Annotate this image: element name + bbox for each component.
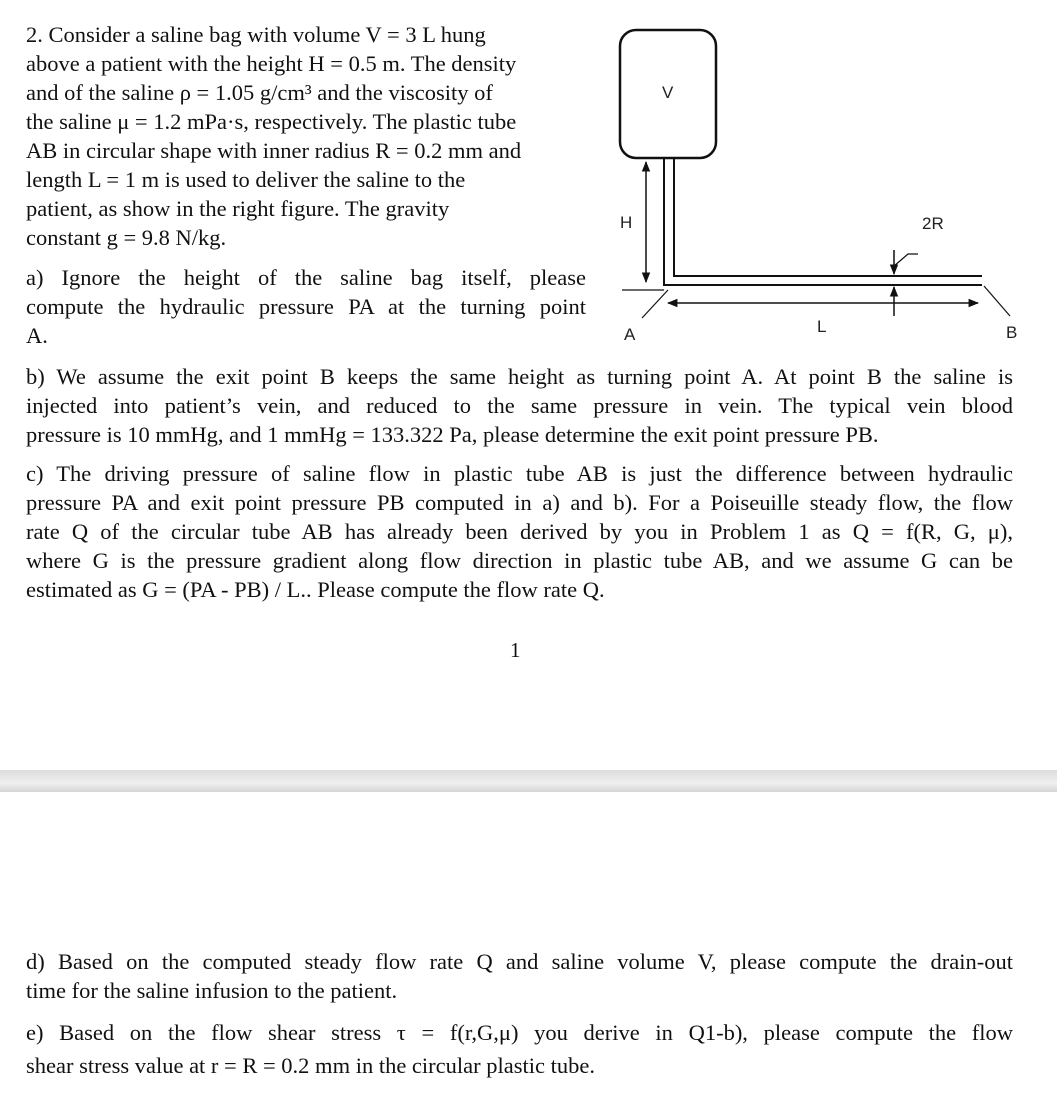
part-c-line: c) The driving pressure of saline flow in plastic tube AB is just the difference between hydraulic: [26, 461, 1013, 486]
part-c: [26, 459, 1013, 604]
part-a-line: a) Ignore the height of the saline bag itself, please: [26, 265, 586, 290]
part-a: [26, 263, 586, 350]
label-l: L: [817, 317, 827, 336]
problem-intro: [26, 20, 586, 252]
part-a-line: A.: [26, 323, 48, 348]
intro-line: constant g = 9.8 N/kg.: [26, 225, 227, 250]
part-c-line: estimated as G = (PA - PB) / L.. Please compute the flow rate Q.: [26, 577, 605, 602]
radius-leader: [894, 254, 918, 266]
intro-line: 2. Consider a saline bag with volume V = 3 L hung: [26, 22, 486, 47]
label-a: A: [624, 325, 636, 344]
point-b-leader: [984, 286, 1010, 316]
page-break: [0, 770, 1057, 792]
part-d-line: d) Based on the computed steady flow rate Q and saline volume V, please compute the drain-out: [26, 949, 1013, 974]
part-c-line: pressure PA and exit point pressure PB computed in a) and b). For a Poiseuille steady flow, the flow: [26, 490, 1013, 515]
intro-line: and of the saline ρ = 1.05 g/cm³ and the viscosity of: [26, 80, 493, 105]
label-h: H: [620, 213, 633, 232]
page-2: [0, 792, 1057, 1095]
part-b: [26, 362, 1013, 449]
label-2r: 2R: [922, 214, 944, 233]
label-b: B: [1006, 323, 1018, 342]
intro-line: length L = 1 m is used to deliver the saline to the: [26, 167, 466, 192]
page-number: 1: [510, 638, 521, 662]
part-d-line: time for the saline infusion to the patient.: [26, 978, 398, 1003]
saline-bag-figure: [612, 20, 1032, 350]
part-b-line: b) We assume the exit point B keeps the same height as turning point A. At point B the saline is: [26, 364, 1013, 389]
intro-line: patient, as show in the right figure. The gravity: [26, 196, 450, 221]
part-b-line: injected into patient’s vein, and reduced to the same pressure in vein. The typical vein blood: [26, 393, 1013, 418]
part-e-line: e) Based on the flow shear stress τ = f(r,G,μ) you derive in Q1-b), please compute the flow: [26, 1020, 1013, 1045]
label-v: V: [662, 83, 674, 102]
part-c-line: where G is the pressure gradient along flow direction in plastic tube AB, and we assume G can be: [26, 548, 1013, 573]
part-e-line: shear stress value at r = R = 0.2 mm in the circular plastic tube.: [26, 1053, 595, 1078]
intro-line: AB in circular shape with inner radius R = 0.2 mm and: [26, 138, 522, 163]
part-a-line: compute the hydraulic pressure PA at the turning point: [26, 294, 586, 319]
part-e: [26, 1016, 1013, 1082]
part-d: [26, 947, 1013, 1005]
part-c-line: rate Q of the circular tube AB has already been derived by you in Problem 1 as Q = f(R, G, μ),: [26, 519, 1013, 544]
intro-line: the saline μ = 1.2 mPa·s, respectively. The plastic tube: [26, 109, 517, 134]
intro-line: above a patient with the height H = 0.5 m. The density: [26, 51, 517, 76]
point-a-leader: [642, 290, 668, 318]
part-b-line: pressure is 10 mmHg, and 1 mmHg = 133.322 Pa, please determine the exit point pressure PB.: [26, 422, 879, 447]
